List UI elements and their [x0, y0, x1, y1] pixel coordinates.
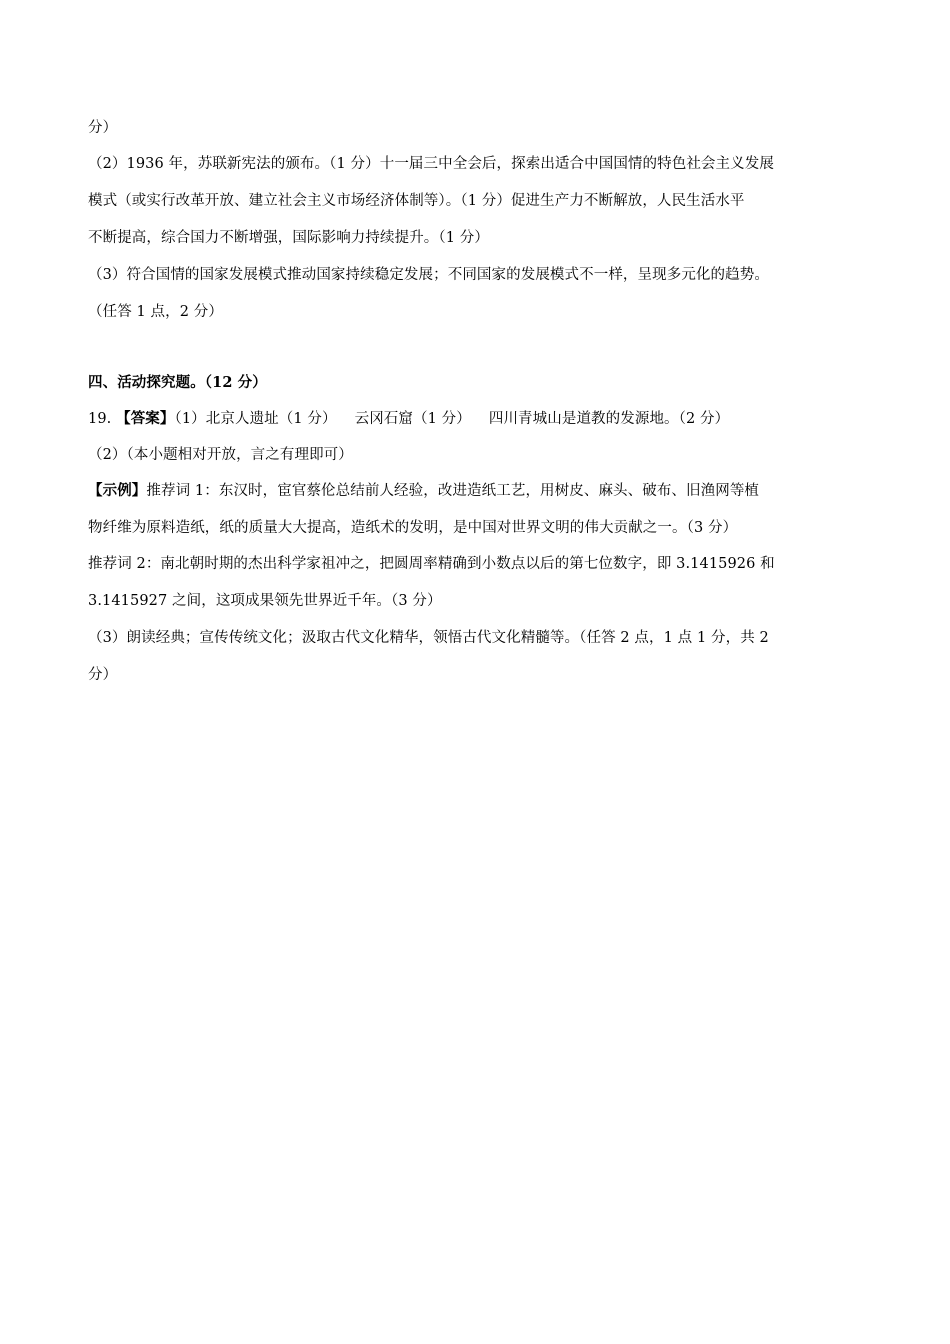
example-1-line-1	[88, 481, 868, 501]
answer-q19-part2: （2）（本小题相对开放，言之有理即可）	[88, 447, 353, 463]
answer-tag: 【答案】	[116, 410, 175, 427]
answer-q2-line-2: 模式（或实行改革开放、建立社会主义市场经济体制等）。（1 分）促进生产力不断解放，人民生活水平	[88, 193, 745, 209]
section-heading: 四、活动探究题。（12 分）	[88, 374, 267, 391]
answer-q3-line-1: （3）符合国情的国家发展模式推动国家持续稳定发展；不同国家的发展模式不一样，呈现多元化的趋势。	[88, 267, 769, 283]
answer-part1-b: 云冈石窟（1 分）	[354, 411, 471, 427]
answer-part1-c: 四川青城山是道教的发源地。（2 分）	[488, 411, 730, 427]
answer-q19-part3-line-1: （3）朗读经典；宣传传统文化；汲取古代文化精华，领悟古代文化精髓等。（任答 2 点，1 点 1 分，共 2	[88, 630, 769, 646]
example-2-line-2: 3.1415927 之间，这项成果领先世界近千年。（3 分）	[88, 593, 442, 609]
answer-part1-a: （1）北京人遗址（1 分）	[174, 411, 337, 427]
example-1-line-2: 物纤维为原料造纸，纸的质量大大提高，造纸术的发明，是中国对世界文明的伟大贡献之一。（3 分）	[88, 520, 738, 536]
answer-q2-line-1: （2）1936 年，苏联新宪法的颁布。（1 分）十一届三中全会后，探索出适合中国国情的特色社会主义发展	[88, 156, 774, 172]
example-tag: 【示例】	[88, 482, 147, 499]
example-1-text: 推荐词 1：东汉时，宦官蔡伦总结前人经验，改进造纸工艺，用树皮、麻头、破布、旧渔网等植	[146, 483, 760, 499]
text-line: 分）	[88, 120, 118, 136]
answer-q19-part3-line-2: 分）	[88, 667, 118, 683]
answer-q3-line-2: （任答 1 点，2 分）	[88, 304, 223, 320]
question-number: 19.	[88, 411, 112, 427]
answer-q19-part1	[88, 409, 868, 429]
answer-q2-line-3: 不断提高，综合国力不断增强，国际影响力持续提升。（1 分）	[88, 230, 489, 246]
example-2-line-1: 推荐词 2：南北朝时期的杰出科学家祖冲之，把圆周率精确到小数点以后的第七位数字，即 3.1415926 和	[88, 556, 775, 572]
